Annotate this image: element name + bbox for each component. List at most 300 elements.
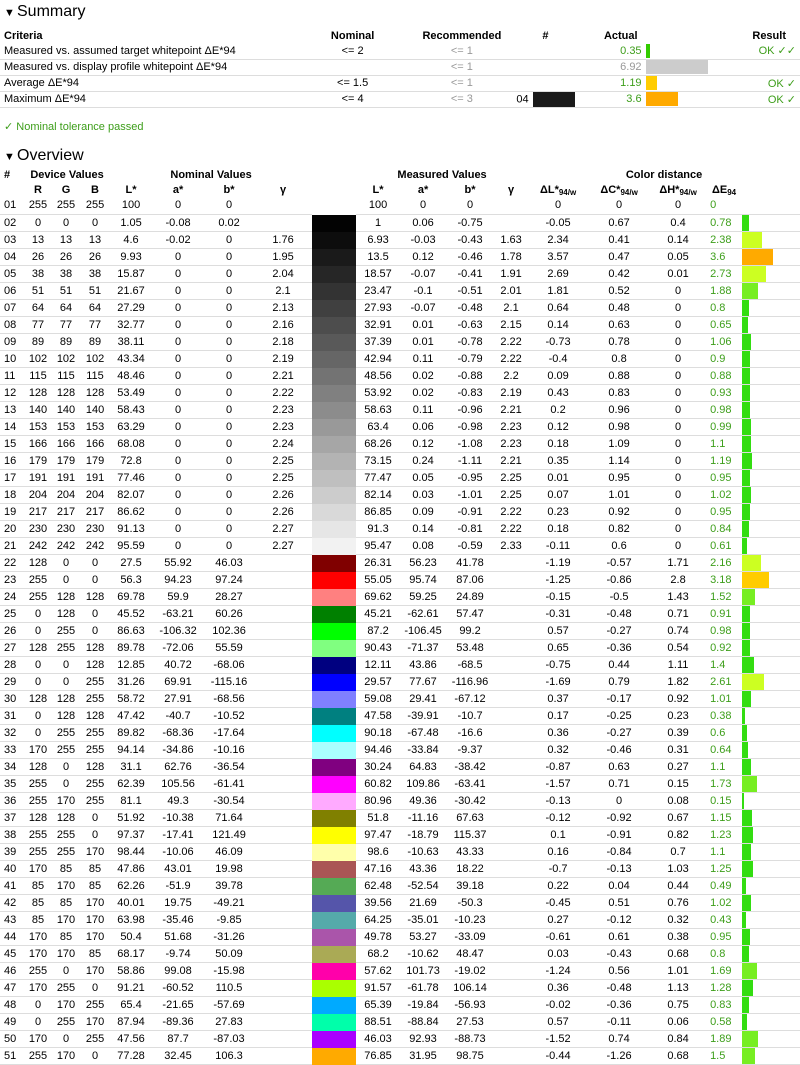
delta-e-bar-cell xyxy=(742,198,800,215)
nominal-b-cell: 0 xyxy=(204,504,254,521)
measured-b-cell: 99.2 xyxy=(446,623,494,640)
delta-l-cell: 0.03 xyxy=(528,946,588,963)
measured-b-cell: 67.63 xyxy=(446,810,494,827)
measured-l-cell: 77.47 xyxy=(356,470,400,487)
measured-l-cell: 26.31 xyxy=(356,555,400,572)
measured-l-cell: 13.5 xyxy=(356,249,400,266)
delta-l-cell: 0.27 xyxy=(528,912,588,929)
delta-l-cell: -0.75 xyxy=(528,657,588,674)
measured-a-cell: -11.16 xyxy=(400,810,446,827)
index-cell: 35 xyxy=(0,776,24,793)
device-b-cell: 170 xyxy=(80,912,110,929)
delta-c-cell: -0.25 xyxy=(588,708,650,725)
nominal-l-cell: 100 xyxy=(110,198,152,215)
color-swatch xyxy=(312,742,356,759)
delta-c-cell: 0.78 xyxy=(588,334,650,351)
measured-gamma-cell: 2.15 xyxy=(494,317,528,334)
header-nominal-l: L* xyxy=(110,183,152,198)
device-b-cell: 140 xyxy=(80,402,110,419)
nominal-l-cell: 56.3 xyxy=(110,572,152,589)
header-criteria: Criteria xyxy=(0,28,298,43)
device-g-cell: 128 xyxy=(52,691,80,708)
header-b: B xyxy=(80,183,110,198)
summary-title: Summary xyxy=(17,3,85,20)
nominal-b-cell: 0 xyxy=(204,453,254,470)
nominal-l-cell: 58.43 xyxy=(110,402,152,419)
measured-a-cell: 43.86 xyxy=(400,657,446,674)
overview-row xyxy=(0,419,800,436)
overview-row xyxy=(0,810,800,827)
device-r-cell: 51 xyxy=(24,283,52,300)
measured-b-cell: 41.78 xyxy=(446,555,494,572)
delta-l-cell: -0.12 xyxy=(528,810,588,827)
nominal-gamma-cell xyxy=(254,929,312,946)
device-g-cell: 170 xyxy=(52,997,80,1014)
nominal-b-cell: -87.03 xyxy=(204,1031,254,1048)
delta-e-cell: 0.95 xyxy=(706,929,742,946)
delta-l-cell: 0.2 xyxy=(528,402,588,419)
overview-row xyxy=(0,334,800,351)
measured-gamma-cell xyxy=(494,946,528,963)
nominal-gamma-cell xyxy=(254,1014,312,1031)
color-swatch xyxy=(312,487,356,504)
device-g-cell: 179 xyxy=(52,453,80,470)
device-g-cell: 0 xyxy=(52,657,80,674)
nominal-l-cell: 68.17 xyxy=(110,946,152,963)
overview-row xyxy=(0,759,800,776)
delta-h-cell: 0.54 xyxy=(650,640,706,657)
device-r-cell: 140 xyxy=(24,402,52,419)
swatch-cell xyxy=(312,538,356,555)
index-cell: 08 xyxy=(0,317,24,334)
delta-e-cell: 0.8 xyxy=(706,300,742,317)
measured-a-cell: 0.02 xyxy=(400,368,446,385)
measured-l-cell: 59.08 xyxy=(356,691,400,708)
delta-l-cell: 0.37 xyxy=(528,691,588,708)
measured-b-cell: 27.53 xyxy=(446,1014,494,1031)
measured-gamma-cell: 2.23 xyxy=(494,419,528,436)
delta-l-cell: 0.01 xyxy=(528,470,588,487)
device-g-cell: 0 xyxy=(52,1031,80,1048)
measured-l-cell: 69.62 xyxy=(356,589,400,606)
color-swatch xyxy=(312,725,356,742)
delta-l-cell: 3.57 xyxy=(528,249,588,266)
swatch-cell xyxy=(312,725,356,742)
device-b-cell: 217 xyxy=(80,504,110,521)
swatch-cell xyxy=(312,963,356,980)
color-swatch xyxy=(312,759,356,776)
delta-e-bar xyxy=(742,266,766,282)
recommended-cell: <= 1 xyxy=(407,43,516,59)
device-r-cell: 0 xyxy=(24,215,52,232)
measured-l-cell: 32.91 xyxy=(356,317,400,334)
delta-e-bar-cell xyxy=(742,487,800,504)
device-g-cell: 140 xyxy=(52,402,80,419)
summary-row xyxy=(0,75,800,91)
swatch-cell xyxy=(312,419,356,436)
color-swatch xyxy=(312,674,356,691)
overview-heading[interactable] xyxy=(0,144,800,168)
nominal-a-cell: 0 xyxy=(152,249,204,266)
measured-gamma-cell xyxy=(494,980,528,997)
nominal-a-cell: 0 xyxy=(152,487,204,504)
delta-l-cell: 0.22 xyxy=(528,878,588,895)
delta-e-bar xyxy=(742,521,749,537)
delta-e-cell: 1.1 xyxy=(706,844,742,861)
index-cell: 34 xyxy=(0,759,24,776)
nominal-a-cell: -35.46 xyxy=(152,912,204,929)
delta-c-cell: 1.09 xyxy=(588,436,650,453)
measured-b-cell: 53.48 xyxy=(446,640,494,657)
delta-e-bar xyxy=(742,538,747,554)
device-b-cell: 242 xyxy=(80,538,110,555)
delta-e-cell: 0.91 xyxy=(706,606,742,623)
nominal-l-cell: 47.56 xyxy=(110,1031,152,1048)
delta-e-bar-cell xyxy=(742,1048,800,1065)
header-delta-e: $\Delta E_{94}$ xyxy=(706,183,742,198)
actual-cell: 1.19 xyxy=(575,75,646,91)
measured-a-cell: -61.78 xyxy=(400,980,446,997)
delta-e-bar xyxy=(742,997,749,1013)
measured-gamma-cell xyxy=(494,674,528,691)
delta-c-cell: 0.47 xyxy=(588,249,650,266)
nominal-a-cell: 0 xyxy=(152,283,204,300)
nominal-gamma-cell: 2.16 xyxy=(254,317,312,334)
delta-c-cell: 0.04 xyxy=(588,878,650,895)
nominal-b-cell: 0 xyxy=(204,232,254,249)
device-g-cell: 170 xyxy=(52,878,80,895)
device-b-cell: 128 xyxy=(80,657,110,674)
delta-h-cell: 0.14 xyxy=(650,232,706,249)
overview-table xyxy=(0,168,800,1065)
delta-e-cell: 2.16 xyxy=(706,555,742,572)
delta-l-cell: 2.34 xyxy=(528,232,588,249)
measured-a-cell: -39.91 xyxy=(400,708,446,725)
nominal-a-cell: -10.38 xyxy=(152,810,204,827)
measured-l-cell: 30.24 xyxy=(356,759,400,776)
nominal-a-cell: 105.56 xyxy=(152,776,204,793)
overview-row xyxy=(0,232,800,249)
measured-b-cell: -38.42 xyxy=(446,759,494,776)
delta-e-bar xyxy=(742,453,752,469)
device-g-cell: 89 xyxy=(52,334,80,351)
nominal-l-cell: 62.39 xyxy=(110,776,152,793)
index-cell: 51 xyxy=(0,1048,24,1065)
delta-e-bar xyxy=(742,334,751,350)
measured-l-cell: 57.62 xyxy=(356,963,400,980)
measured-l-cell: 86.85 xyxy=(356,504,400,521)
color-swatch xyxy=(312,368,356,385)
nominal-l-cell: 87.94 xyxy=(110,1014,152,1031)
overview-row xyxy=(0,1048,800,1065)
device-r-cell: 0 xyxy=(24,657,52,674)
nominal-a-cell: 0 xyxy=(152,504,204,521)
device-r-cell: 255 xyxy=(24,1048,52,1065)
delta-c-cell: 0.63 xyxy=(588,759,650,776)
measured-l-cell: 87.2 xyxy=(356,623,400,640)
nominal-l-cell: 86.62 xyxy=(110,504,152,521)
delta-e-bar-cell xyxy=(742,691,800,708)
device-r-cell: 217 xyxy=(24,504,52,521)
measured-gamma-cell xyxy=(494,606,528,623)
delta-e-bar-cell xyxy=(742,827,800,844)
swatch-cell xyxy=(312,572,356,589)
overview-row xyxy=(0,640,800,657)
measured-gamma-cell xyxy=(494,827,528,844)
device-r-cell: 255 xyxy=(24,572,52,589)
device-r-cell: 242 xyxy=(24,538,52,555)
color-swatch xyxy=(312,912,356,929)
delta-c-cell: 0.74 xyxy=(588,1031,650,1048)
device-b-cell: 255 xyxy=(80,725,110,742)
nominal-a-cell: -60.52 xyxy=(152,980,204,997)
delta-e-cell: 1.4 xyxy=(706,657,742,674)
delta-e-bar xyxy=(742,487,751,503)
delta-l-cell: 0.12 xyxy=(528,419,588,436)
measured-l-cell: 48.56 xyxy=(356,368,400,385)
measured-gamma-cell xyxy=(494,759,528,776)
measured-b-cell: -0.83 xyxy=(446,385,494,402)
delta-e-bar xyxy=(742,827,753,843)
nominal-b-cell: 106.3 xyxy=(204,1048,254,1065)
overview-row xyxy=(0,538,800,555)
delta-h-cell: 0 xyxy=(650,368,706,385)
swatch-cell xyxy=(312,215,356,232)
measured-b-cell: 18.22 xyxy=(446,861,494,878)
num-cell xyxy=(516,75,574,91)
device-g-cell: 255 xyxy=(52,640,80,657)
delta-l-cell: 0.36 xyxy=(528,980,588,997)
measured-gamma-cell xyxy=(494,997,528,1014)
collapse-triangle-icon[interactable]: ▼ xyxy=(4,145,17,169)
device-g-cell: 85 xyxy=(52,895,80,912)
delta-l-cell: -0.11 xyxy=(528,538,588,555)
device-b-cell: 128 xyxy=(80,589,110,606)
nominal-b-cell: 50.09 xyxy=(204,946,254,963)
delta-e-cell: 1.1 xyxy=(706,436,742,453)
delta-c-cell: -1.26 xyxy=(588,1048,650,1065)
delta-l-cell: -0.05 xyxy=(528,215,588,232)
delta-e-bar xyxy=(742,674,764,690)
nominal-a-cell: 40.72 xyxy=(152,657,204,674)
nominal-l-cell: 65.4 xyxy=(110,997,152,1014)
nominal-gamma-cell: 2.23 xyxy=(254,402,312,419)
nominal-gamma-cell xyxy=(254,606,312,623)
color-swatch xyxy=(312,385,356,402)
measured-a-cell: -88.84 xyxy=(400,1014,446,1031)
delta-e-bar-cell xyxy=(742,589,800,606)
delta-c-cell: -0.57 xyxy=(588,555,650,572)
delta-e-cell: 0.58 xyxy=(706,1014,742,1031)
measured-b-cell: -0.96 xyxy=(446,402,494,419)
delta-e-bar xyxy=(742,368,750,384)
actual-bar xyxy=(646,44,650,58)
delta-e-bar-cell xyxy=(742,742,800,759)
delta-h-cell: 0 xyxy=(650,351,706,368)
delta-e-bar-cell xyxy=(742,283,800,300)
criteria-cell: Measured vs. display profile whitepoint ΔE*94 xyxy=(0,59,298,75)
delta-h-cell: 0 xyxy=(650,419,706,436)
color-swatch xyxy=(312,470,356,487)
nominal-gamma-cell: 2.19 xyxy=(254,351,312,368)
measured-l-cell: 73.15 xyxy=(356,453,400,470)
measured-a-cell: -18.79 xyxy=(400,827,446,844)
summary-heading[interactable] xyxy=(0,0,800,24)
swatch-cell xyxy=(312,861,356,878)
color-swatch xyxy=(312,776,356,793)
delta-e-bar-cell xyxy=(742,725,800,742)
measured-b-cell: -0.63 xyxy=(446,317,494,334)
header-result: Result xyxy=(715,28,800,43)
delta-e-bar-cell xyxy=(742,300,800,317)
delta-l-cell: 0.23 xyxy=(528,504,588,521)
color-swatch xyxy=(312,351,356,368)
delta-c-cell: -0.48 xyxy=(588,606,650,623)
header-actual: Actual xyxy=(575,28,646,43)
delta-c-cell: -0.36 xyxy=(588,640,650,657)
swatch-cell xyxy=(312,997,356,1014)
delta-e-cell: 0.98 xyxy=(706,623,742,640)
delta-h-cell: 0 xyxy=(650,198,706,215)
device-b-cell: 0 xyxy=(80,810,110,827)
overview-row xyxy=(0,725,800,742)
device-r-cell: 26 xyxy=(24,249,52,266)
measured-gamma-cell xyxy=(494,725,528,742)
measured-a-cell: 0.01 xyxy=(400,317,446,334)
nominal-b-cell: 39.78 xyxy=(204,878,254,895)
delta-l-cell: 0.65 xyxy=(528,640,588,657)
device-r-cell: 0 xyxy=(24,1014,52,1031)
delta-h-cell: 0.76 xyxy=(650,895,706,912)
delta-e-bar-cell xyxy=(742,232,800,249)
delta-l-cell: -1.57 xyxy=(528,776,588,793)
delta-l-cell: -0.61 xyxy=(528,929,588,946)
measured-gamma-cell: 2.2 xyxy=(494,368,528,385)
nominal-gamma-cell xyxy=(254,640,312,657)
recommended-cell: <= 1 xyxy=(407,75,516,91)
measured-l-cell: 42.94 xyxy=(356,351,400,368)
measured-b-cell: 43.33 xyxy=(446,844,494,861)
actual-bar-cell xyxy=(646,43,716,59)
measured-l-cell: 29.57 xyxy=(356,674,400,691)
index-cell: 03 xyxy=(0,232,24,249)
measured-l-cell: 47.16 xyxy=(356,861,400,878)
index-cell: 31 xyxy=(0,708,24,725)
delta-h-cell: 0.7 xyxy=(650,844,706,861)
swatch-cell xyxy=(312,334,356,351)
measured-a-cell: 43.36 xyxy=(400,861,446,878)
device-g-cell: 170 xyxy=(52,946,80,963)
delta-c-cell: -0.17 xyxy=(588,691,650,708)
nominal-gamma-cell xyxy=(254,572,312,589)
delta-e-bar-cell xyxy=(742,844,800,861)
measured-l-cell: 18.57 xyxy=(356,266,400,283)
measured-l-cell: 47.58 xyxy=(356,708,400,725)
nominal-l-cell: 86.63 xyxy=(110,623,152,640)
measured-l-cell: 68.2 xyxy=(356,946,400,963)
index-cell: 22 xyxy=(0,555,24,572)
header-device-values: Device Values xyxy=(24,168,110,183)
delta-e-cell: 0.65 xyxy=(706,317,742,334)
delta-e-cell: 1.28 xyxy=(706,980,742,997)
measured-l-cell: 1 xyxy=(356,215,400,232)
overview-row xyxy=(0,385,800,402)
swatch-cell xyxy=(312,878,356,895)
measured-a-cell: 77.67 xyxy=(400,674,446,691)
nominal-l-cell: 95.59 xyxy=(110,538,152,555)
nominal-gamma-cell: 2.04 xyxy=(254,266,312,283)
index-cell: 14 xyxy=(0,419,24,436)
measured-b-cell: -0.59 xyxy=(446,538,494,555)
measured-l-cell: 46.03 xyxy=(356,1031,400,1048)
device-r-cell: 128 xyxy=(24,555,52,572)
measured-a-cell: 0.12 xyxy=(400,249,446,266)
nominal-gamma-cell: 2.13 xyxy=(254,300,312,317)
delta-e-bar xyxy=(742,929,750,945)
collapse-triangle-icon[interactable]: ▼ xyxy=(4,1,17,25)
delta-e-bar xyxy=(742,1014,747,1030)
measured-a-cell: 29.41 xyxy=(400,691,446,708)
header-nominal: Nominal xyxy=(298,28,408,43)
index-cell: 23 xyxy=(0,572,24,589)
measured-a-cell: 0.06 xyxy=(400,419,446,436)
index-cell: 49 xyxy=(0,1014,24,1031)
device-g-cell: 204 xyxy=(52,487,80,504)
color-swatch xyxy=(312,589,356,606)
measured-gamma-cell xyxy=(494,640,528,657)
delta-e-bar-cell xyxy=(742,538,800,555)
nominal-gamma-cell xyxy=(254,674,312,691)
delta-c-cell: -0.13 xyxy=(588,861,650,878)
nominal-gamma-cell xyxy=(254,657,312,674)
nominal-b-cell: 71.64 xyxy=(204,810,254,827)
device-r-cell: 0 xyxy=(24,997,52,1014)
device-b-cell: 0 xyxy=(80,215,110,232)
nominal-b-cell: -17.64 xyxy=(204,725,254,742)
recommended-cell: <= 1 xyxy=(407,59,516,75)
delta-h-cell: 0.84 xyxy=(650,1031,706,1048)
actual-cell: 3.6 xyxy=(575,91,646,107)
nominal-a-cell: 0 xyxy=(152,538,204,555)
nominal-l-cell: 89.82 xyxy=(110,725,152,742)
measured-b-cell: -0.79 xyxy=(446,351,494,368)
device-g-cell: 0 xyxy=(52,776,80,793)
nominal-a-cell: 27.91 xyxy=(152,691,204,708)
color-swatch xyxy=(312,436,356,453)
delta-e-bar-cell xyxy=(742,776,800,793)
delta-l-cell: 2.69 xyxy=(528,266,588,283)
nominal-cell: <= 2 xyxy=(298,43,408,59)
delta-h-cell: 0 xyxy=(650,504,706,521)
delta-e-bar-cell xyxy=(742,317,800,334)
delta-e-bar xyxy=(742,980,753,996)
device-b-cell: 230 xyxy=(80,521,110,538)
delta-c-cell: -0.91 xyxy=(588,827,650,844)
delta-e-bar-cell xyxy=(742,402,800,419)
device-b-cell: 255 xyxy=(80,742,110,759)
delta-e-bar-cell xyxy=(742,368,800,385)
nominal-b-cell: -115.16 xyxy=(204,674,254,691)
delta-e-bar xyxy=(742,215,749,231)
measured-b-cell: -0.75 xyxy=(446,215,494,232)
nominal-a-cell: -89.36 xyxy=(152,1014,204,1031)
delta-h-cell: 0.01 xyxy=(650,266,706,283)
swatch-cell xyxy=(312,759,356,776)
index-cell: 41 xyxy=(0,878,24,895)
nominal-b-cell: 46.03 xyxy=(204,555,254,572)
measured-a-cell: -71.37 xyxy=(400,640,446,657)
delta-e-cell: 1.23 xyxy=(706,827,742,844)
